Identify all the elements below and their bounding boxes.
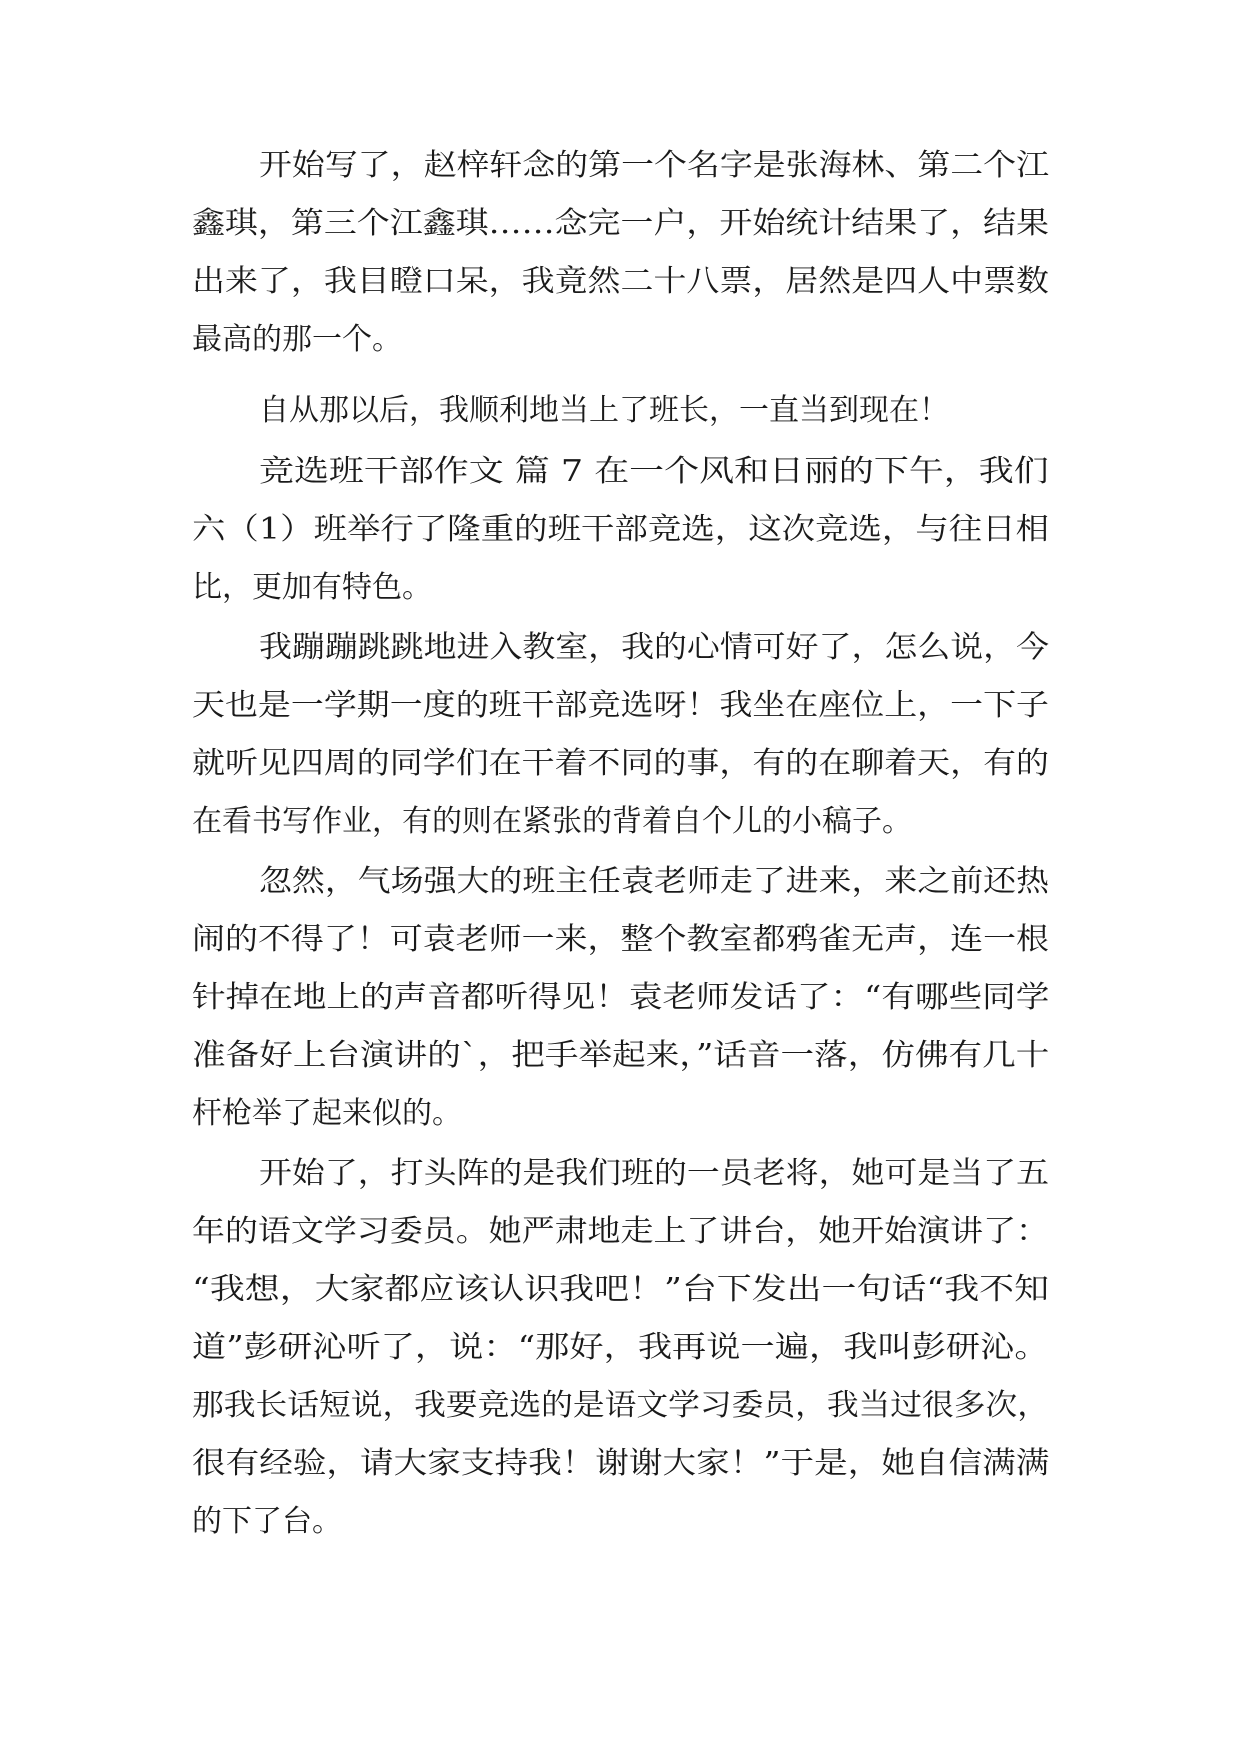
text-line: 就听见四周的同学们在干着不同的事，有的在聊着天，有的 [192, 746, 1049, 781]
section-heading: 竞选班干部作文 篇 7 在一个风和日丽的下午，我们 [259, 454, 1049, 489]
text-line: 准备好上台演讲的`，把手举起来，”话音一落，仿佛有几十 [192, 1038, 1050, 1073]
text-line: 的下了台。 [192, 1504, 342, 1539]
text-line: 杆枪举了起来似的。 [192, 1096, 462, 1131]
text-line: 在看书写作业，有的则在紧张的背着自个儿的小稿子。 [192, 804, 912, 839]
text-line: 针掉在地上的声音都听得见！袁老师发话了：“有哪些同学 [192, 980, 1050, 1015]
text-line: 道”彭研沁听了，说：“那好，我再说一遍，我叫彭研沁。 [192, 1330, 1049, 1365]
text-line: 最高的那一个。 [192, 322, 402, 357]
text-line: 鑫琪，第三个江鑫琪……念完一户，开始统计结果了，结果 [192, 206, 1049, 241]
text-line: 天也是一学期一度的班干部竞选呀！我坐在座位上，一下子 [192, 688, 1049, 723]
text-line: 比，更加有特色。 [192, 570, 432, 605]
text-line: 我蹦蹦跳跳地进入教室，我的心情可好了，怎么说，今 [259, 630, 1049, 665]
text-line: 很有经验，请大家支持我！谢谢大家！”于是，她自信满满 [192, 1446, 1050, 1481]
text-line: “我想，大家都应该认识我吧！”台下发出一句话“我不知 [192, 1272, 1050, 1307]
text-line: 六（1）班举行了隆重的班干部竞选，这次竞选，与往日相 [192, 512, 1050, 547]
text-line: 出来了，我目瞪口呆，我竟然二十八票，居然是四人中票数 [192, 264, 1049, 299]
text-line: 闹的不得了！可袁老师一来，整个教室都鸦雀无声，连一根 [192, 922, 1049, 957]
text-line: 忽然，气场强大的班主任袁老师走了进来，来之前还热 [259, 864, 1049, 899]
text-line: 自从那以后，我顺利地当上了班长，一直当到现在！ [259, 393, 949, 428]
text-line: 开始写了，赵梓轩念的第一个名字是张海林、第二个江 [259, 148, 1049, 183]
text-line: 年的语文学习委员。她严肃地走上了讲台，她开始演讲了： [192, 1214, 1049, 1249]
text-line: 那我长话短说，我要竞选的是语文学习委员，我当过很多次， [192, 1388, 1049, 1423]
text-line: 开始了，打头阵的是我们班的一员老将，她可是当了五 [259, 1156, 1049, 1191]
